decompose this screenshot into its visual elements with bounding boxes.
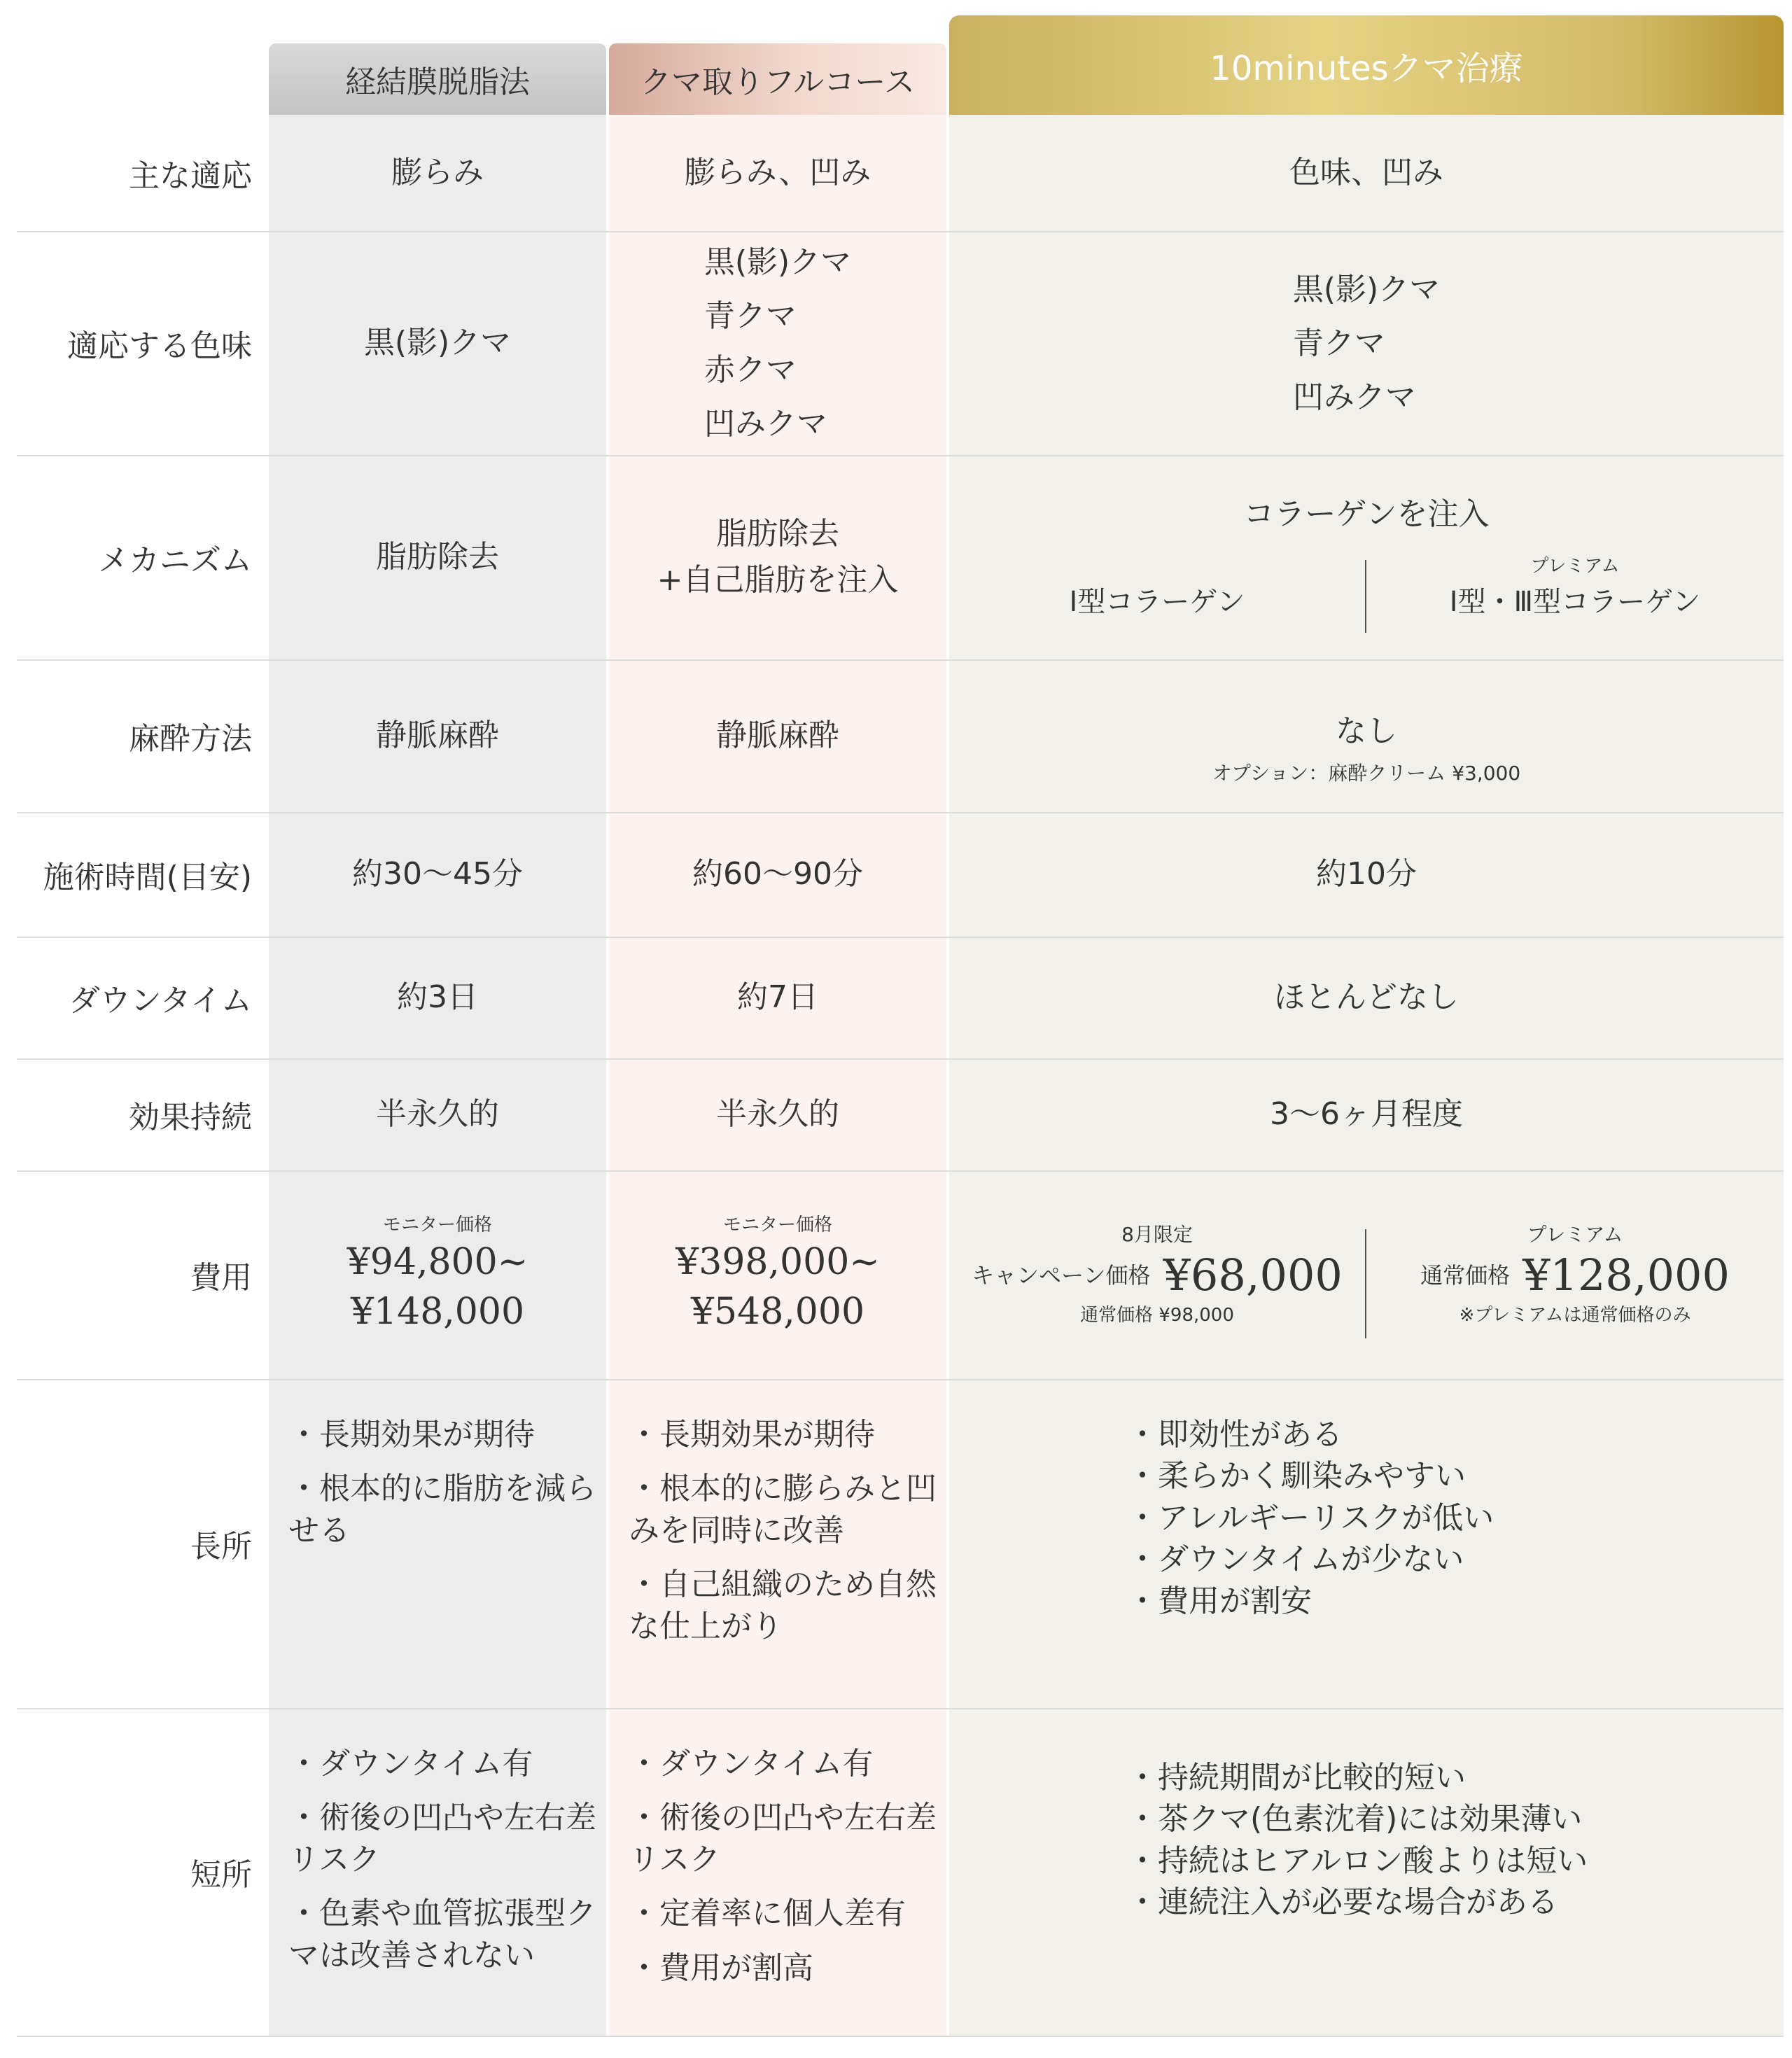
cell-duration-3: 約10分 bbox=[1316, 856, 1417, 892]
mechanism-line: +自己脂肪を注入 bbox=[657, 562, 899, 598]
premium-label: 通常価格 bbox=[1420, 1261, 1511, 1289]
cell-demerits-1 bbox=[269, 1743, 596, 2009]
cell-cost-1 bbox=[269, 1170, 606, 1379]
list-item: ・持続期間が比較的短い bbox=[1127, 1760, 1466, 1795]
cell-merits-1 bbox=[269, 1414, 596, 1554]
color-item: 凹みクマ bbox=[704, 406, 827, 442]
price-to: ¥548,000 bbox=[690, 1290, 865, 1333]
color-item: 青クマ bbox=[704, 298, 797, 334]
row-label-merits: 長所 bbox=[190, 1529, 252, 1564]
row-divider bbox=[17, 1708, 1784, 1709]
campaign-regular-price: 通常価格 ¥98,000 bbox=[1080, 1304, 1234, 1326]
list-item: ・即効性がある bbox=[1127, 1417, 1343, 1452]
list-item: ・自己組織のため自然な仕上がり bbox=[629, 1567, 937, 1644]
list-item: ・柔らかく馴染みやすい bbox=[1127, 1458, 1466, 1494]
list-item: ・ダウンタイム有 bbox=[629, 1746, 874, 1782]
list-item: ・連続注入が必要な場合がある bbox=[1127, 1884, 1558, 1921]
cell-indication-3: 色味、凹み bbox=[1289, 155, 1443, 191]
list-item: ・茶クマ(色素沈着)には効果薄い bbox=[1127, 1801, 1583, 1837]
campaign-label: キャンペーン価格 bbox=[972, 1261, 1151, 1289]
monitor-price-note: モニター価格 bbox=[722, 1214, 832, 1236]
list-item: ・アレルギーリスクが低い bbox=[1127, 1499, 1494, 1536]
header-full-course: クマ取りフルコース bbox=[609, 43, 946, 115]
cell-anesthesia-1: 静脈麻酔 bbox=[376, 718, 499, 754]
cell-cost-2 bbox=[609, 1170, 946, 1379]
list-item: ・費用が割高 bbox=[629, 1949, 813, 1986]
row-divider bbox=[17, 1379, 1784, 1380]
monitor-price-note: モニター価格 bbox=[382, 1214, 492, 1236]
list-item: ・長期効果が期待 bbox=[629, 1417, 875, 1452]
cell-anesthesia-3: なし bbox=[1336, 713, 1397, 750]
cell-color-3 bbox=[949, 231, 1784, 455]
cell-indication-2: 膨らみ、凹み bbox=[684, 155, 872, 191]
row-label-cost: 費用 bbox=[190, 1260, 252, 1296]
premium-note: ※プレミアムは通常価格のみ bbox=[1459, 1304, 1691, 1326]
color-item: 青クマ bbox=[1292, 325, 1385, 361]
mechanism-type1: Ⅰ型コラーゲン bbox=[1069, 586, 1245, 618]
price-to: ¥148,000 bbox=[350, 1290, 525, 1333]
row-divider bbox=[17, 2036, 1784, 2037]
cell-duration-2: 約60〜90分 bbox=[692, 856, 863, 892]
cell-demerits-3 bbox=[1127, 1757, 1757, 1995]
cell-downtime-1: 約3日 bbox=[397, 979, 478, 1016]
cell-cost-premium bbox=[1366, 1170, 1784, 1379]
color-item: 凹みクマ bbox=[1292, 379, 1416, 415]
row-label-indication: 主な適応 bbox=[129, 158, 252, 194]
price-from: ¥94,800~ bbox=[346, 1241, 528, 1284]
anesthesia-option-note: オプション：麻酔クリーム ¥3,000 bbox=[1212, 761, 1521, 785]
cell-duration-1: 約30〜45分 bbox=[352, 856, 523, 892]
list-item: ・術後の凹凸や左右差リスク bbox=[629, 1800, 937, 1877]
list-item: ・長期効果が期待 bbox=[288, 1417, 535, 1452]
cell-indication-1: 膨らみ bbox=[391, 155, 484, 191]
cell-downtime-2: 約7日 bbox=[737, 979, 818, 1016]
cell-color-1: 黒(影)クマ bbox=[363, 325, 512, 361]
campaign-price: ¥68,000 bbox=[1163, 1250, 1343, 1301]
list-item: ・ダウンタイム有 bbox=[288, 1746, 533, 1782]
premium-price: ¥128,000 bbox=[1522, 1250, 1730, 1301]
list-item: ・持続はヒアルロン酸よりは短い bbox=[1127, 1842, 1588, 1879]
list-item: ・費用が割安 bbox=[1127, 1583, 1312, 1619]
cell-merits-2 bbox=[609, 1414, 937, 1652]
header-transconjunctival: 経結膜脱脂法 bbox=[269, 43, 606, 115]
cell-effect-1: 半永久的 bbox=[376, 1096, 499, 1133]
price-from: ¥398,000~ bbox=[676, 1241, 880, 1284]
color-item: 黒(影)クマ bbox=[704, 244, 852, 280]
mechanism-type1-3: Ⅰ型・Ⅲ型コラーゲン bbox=[1449, 586, 1701, 618]
cell-color-2 bbox=[609, 231, 946, 455]
cell-mechanism-1: 脂肪除去 bbox=[376, 539, 499, 575]
campaign-title: 8月限定 bbox=[1121, 1222, 1193, 1246]
row-label-duration: 施術時間(目安) bbox=[43, 860, 252, 895]
row-label-demerits: 短所 bbox=[190, 1857, 252, 1893]
row-label-anesthesia: 麻酔方法 bbox=[129, 721, 252, 757]
cell-mechanism-2 bbox=[609, 455, 946, 659]
cell-effect-3: 3〜6ヶ月程度 bbox=[1270, 1096, 1463, 1133]
color-item: 黒(影)クマ bbox=[1292, 271, 1441, 307]
cell-effect-2: 半永久的 bbox=[716, 1096, 839, 1133]
cell-cost-campaign bbox=[949, 1170, 1365, 1379]
list-item: ・術後の凹凸や左右差リスク bbox=[288, 1800, 596, 1877]
mechanism-line: 脂肪除去 bbox=[716, 516, 839, 552]
list-item: ・定着率に個人差有 bbox=[629, 1896, 906, 1932]
row-label-effect: 効果持続 bbox=[129, 1100, 252, 1135]
premium-title: プレミアム bbox=[1527, 1222, 1623, 1246]
cell-merits-3 bbox=[1127, 1414, 1757, 1680]
color-item: 赤クマ bbox=[704, 352, 797, 388]
row-label-mechanism: メカニズム bbox=[98, 542, 252, 578]
cell-anesthesia-2: 静脈麻酔 bbox=[716, 718, 839, 754]
list-item: ・根本的に膨らみと凹みを同時に改善 bbox=[629, 1471, 937, 1548]
list-item: ・根本的に脂肪を減らせる bbox=[288, 1471, 596, 1548]
row-label-downtime: ダウンタイム bbox=[69, 983, 252, 1018]
list-item: ・ダウンタイムが少ない bbox=[1127, 1541, 1464, 1578]
list-item: ・色素や血管拡張型クマは改善されない bbox=[288, 1896, 596, 1973]
cell-downtime-3: ほとんどなし bbox=[1274, 979, 1459, 1016]
cell-demerits-2 bbox=[609, 1743, 937, 2009]
mechanism-main: コラーゲンを注入 bbox=[1243, 496, 1490, 533]
row-label-color: 適応する色味 bbox=[67, 328, 252, 364]
mechanism-premium-note: プレミアム bbox=[1530, 556, 1620, 578]
header-10minutes: 10minutesクマ治療 bbox=[949, 15, 1784, 115]
